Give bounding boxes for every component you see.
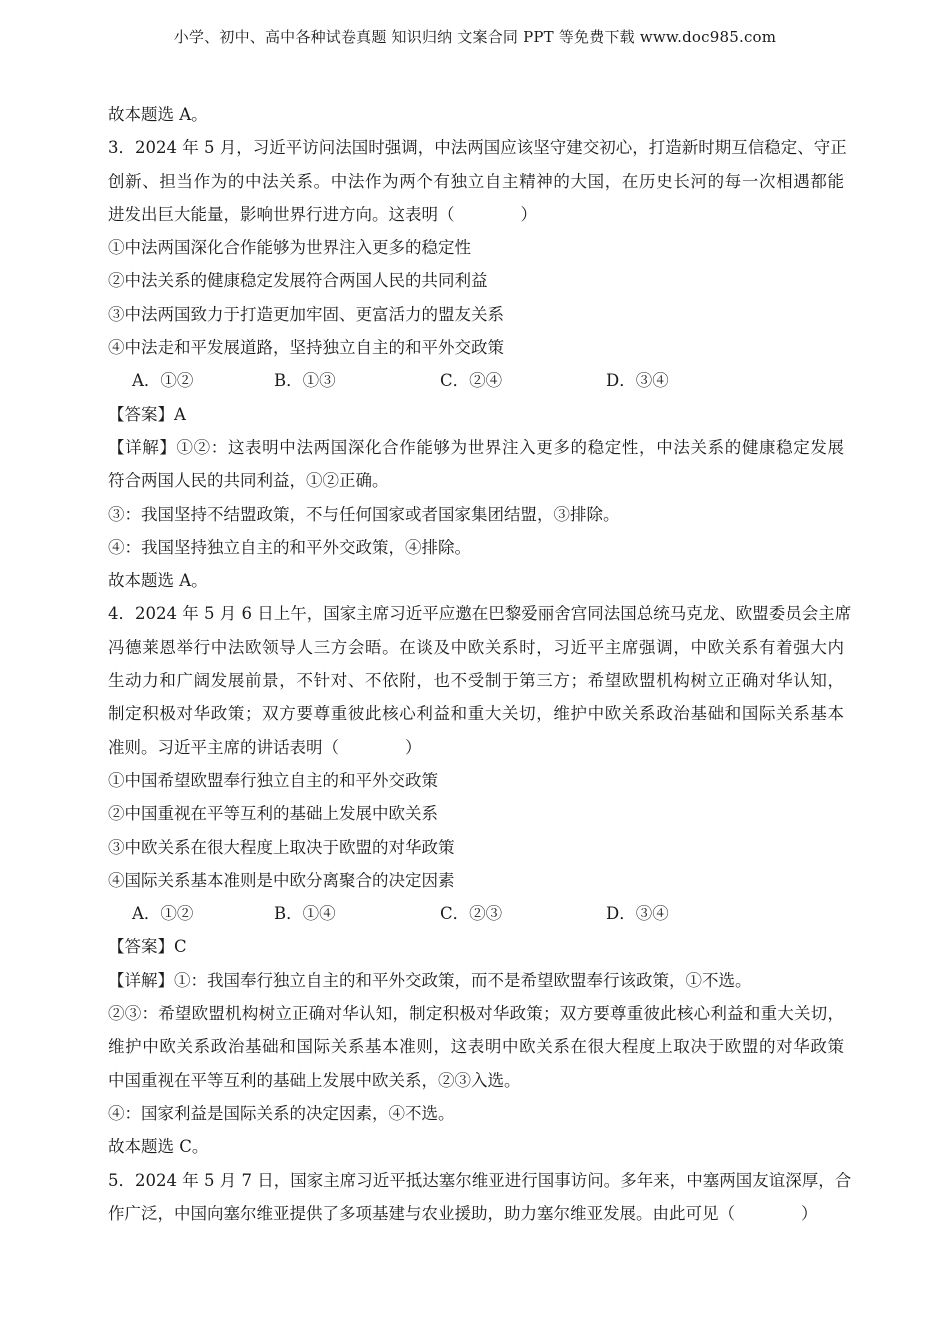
question-stem-line: 创新、担当作为的中法关系。中法作为两个有独立自主精神的大国，在历史长河的每一次相遇都能 <box>108 171 844 191</box>
analysis-line: 符合两国人民的共同利益，①②正确。 <box>108 471 389 491</box>
statement-item: ②中国重视在平等互利的基础上发展中欧关系 <box>108 804 438 824</box>
answer-line: 【答案】A <box>108 404 186 424</box>
conclusion-line: 故本题选 A。 <box>108 571 208 591</box>
analysis-line: ④：国家利益是国际关系的决定因素，④不选。 <box>108 1103 455 1123</box>
question-3 <box>108 131 847 597</box>
question-stem-line: 3．2024 年 5 月，习近平访问法国时强调，中法两国应该坚守建交初心，打造新时期互信稳定、守正 <box>108 138 847 158</box>
page-header-banner: 小学、初中、高中各种试卷真题 知识归纳 文案合同 PPT 等免费下载 www.doc985.com <box>173 28 777 46</box>
statement-item: ③中法两国致力于打造更加牢固、更富活力的盟友关系 <box>108 304 504 324</box>
option-c: C．②③ <box>440 904 503 924</box>
option-b: B．①④ <box>274 904 336 924</box>
option-b: B．①③ <box>274 371 336 391</box>
question-stem-line: 制定积极对华政策；双方要尊重彼此核心利益和重大关切，维护中欧关系政治基础和国际关系基本 <box>108 704 844 724</box>
option-a: A．①② <box>132 904 194 924</box>
option-a: A．①② <box>132 371 194 391</box>
analysis-line: ③：我国坚持不结盟政策，不与任何国家或者国家集团结盟，③排除。 <box>108 504 620 524</box>
question-stem-line: 作广泛，中国向塞尔维亚提供了多项基建与农业援助，助力塞尔维亚发展。由此可见（ ） <box>108 1203 818 1223</box>
analysis-line: 【详解】①②：这表明中法两国深化合作能够为世界注入更多的稳定性，中法关系的健康稳定发展 <box>108 437 844 457</box>
answer-options <box>108 897 844 930</box>
question-stem-line: 准则。习近平主席的讲话表明（ ） <box>108 737 422 757</box>
option-c: C．②④ <box>440 371 503 391</box>
analysis-line: ②③：希望欧盟机构树立正确对华认知，制定积极对华政策；双方要尊重彼此核心利益和重大关切， <box>108 1004 844 1024</box>
analysis-line: ④：我国坚持独立自主的和平外交政策，④排除。 <box>108 537 471 557</box>
option-d: D．③④ <box>606 904 669 924</box>
conclusion-line: 故本题选 A。 <box>108 105 208 124</box>
question-stem-line: 生动力和广阔发展前景，不针对、不依附，也不受制于第三方；希望欧盟机构树立正确对华认知， <box>108 671 844 691</box>
conclusion-line: 故本题选 C。 <box>108 1137 209 1157</box>
statement-item: ④国际关系基本准则是中欧分离聚合的决定因素 <box>108 870 455 890</box>
question-stem-line: 5．2024 年 5 月 7 日，国家主席习近平抵达塞尔维亚进行国事访问。多年来，中塞两国友谊深厚，合 <box>108 1170 852 1190</box>
statement-item: ②中法关系的健康稳定发展符合两国人民的共同利益 <box>108 271 488 291</box>
answer-options <box>108 364 844 397</box>
statement-item: ①中法两国深化合作能够为世界注入更多的稳定性 <box>108 238 471 258</box>
statement-item: ③中欧关系在很大程度上取决于欧盟的对华政策 <box>108 837 455 857</box>
question-stem-line: 冯德莱恩举行中法欧领导人三方会晤。在谈及中欧关系时，习近平主席强调，中欧关系有着强大内 <box>108 637 844 657</box>
answer-line: 【答案】C <box>108 937 187 957</box>
question-stem-line: 进发出巨大能量，影响世界行进方向。这表明（ ） <box>108 204 537 224</box>
document-body <box>108 98 852 1230</box>
analysis-line: 【详解】①：我国奉行独立自主的和平外交政策，而不是希望欧盟奉行该政策，①不选。 <box>108 970 752 990</box>
statement-item: ④中法走和平发展道路，坚持独立自主的和平外交政策 <box>108 338 504 358</box>
statement-item: ①中国希望欧盟奉行独立自主的和平外交政策 <box>108 770 438 790</box>
question-4 <box>108 597 852 1163</box>
analysis-line: 中国重视在平等互利的基础上发展中欧关系，②③入选。 <box>108 1070 521 1090</box>
question-stem-line: 4．2024 年 5 月 6 日上午，国家主席习近平应邀在巴黎爱丽舍宫同法国总统马克龙、欧盟委员会主席 <box>108 604 852 624</box>
option-d: D．③④ <box>606 371 669 391</box>
analysis-line: 维护中欧关系政治基础和国际关系基本准则，这表明中欧关系在很大程度上取决于欧盟的对华政策 <box>108 1037 844 1057</box>
question-5 <box>108 1164 852 1231</box>
